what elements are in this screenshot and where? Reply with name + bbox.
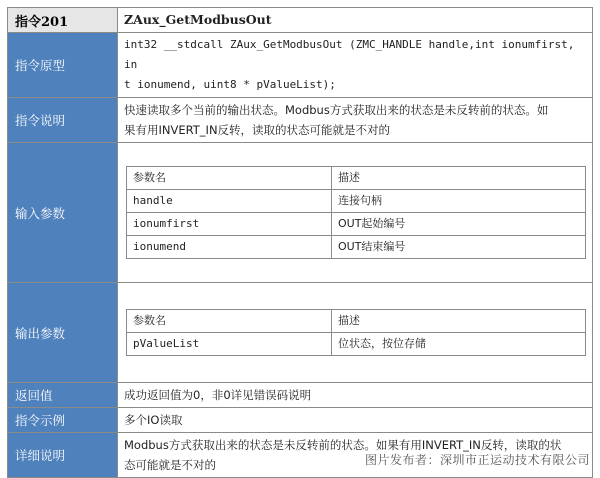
function-name: ZAux_GetModbusOut — [118, 8, 593, 33]
example-label: 指令示例 — [8, 408, 118, 433]
output-params-label: 输出参数 — [8, 283, 118, 383]
prototype-line-1: int32 __stdcall ZAux_GetModbusOut (ZMC_HANDLE handle,int ionumfirst, in — [124, 38, 575, 71]
prototype-line-2: t ionumend, uint8 * pValueList); — [124, 78, 336, 91]
table-row — [127, 213, 586, 236]
description-label: 指令说明 — [8, 98, 118, 143]
prototype-label: 指令原型 — [8, 33, 118, 98]
input-params-header — [127, 167, 586, 190]
example-value: 多个IO读取 — [118, 408, 593, 433]
detail-line-2: 态可能就是不对的 — [124, 458, 216, 472]
param-desc: 位状态，按位存储 — [332, 333, 586, 356]
instruction-number: 指令201 — [8, 8, 118, 33]
param-name: ionumfirst — [127, 213, 332, 236]
table-row — [127, 333, 586, 356]
param-desc: OUT起始编号 — [332, 213, 586, 236]
input-params-label: 输入参数 — [8, 143, 118, 283]
table-row — [127, 190, 586, 213]
return-row — [8, 383, 593, 408]
detail-line-1: Modbus方式获取出来的状态是未反转前的状态。如果有用INVERT_IN反转，读取的状 — [124, 438, 562, 452]
return-value: 成功返回值为0，非0详见错误码说明 — [118, 383, 593, 408]
publisher-watermark: 图片发布者：深圳市正运动技术有限公司 — [364, 453, 590, 467]
output-params-header — [127, 310, 586, 333]
output-header-desc: 描述 — [332, 310, 586, 333]
input-header-desc: 描述 — [332, 167, 586, 190]
output-params-row — [8, 283, 593, 383]
example-row — [8, 408, 593, 433]
header-row — [8, 8, 593, 33]
param-name: pValueList — [127, 333, 332, 356]
table-row — [127, 236, 586, 259]
description-row — [8, 98, 593, 143]
output-params-table — [126, 309, 586, 356]
output-header-name: 参数名 — [127, 310, 332, 333]
param-desc: OUT结束编号 — [332, 236, 586, 259]
description-value — [118, 98, 593, 143]
description-line-2: 果有用INVERT_IN反转，读取的状态可能就是不对的 — [124, 123, 391, 137]
input-header-name: 参数名 — [127, 167, 332, 190]
output-params-cell — [118, 283, 593, 383]
param-name: handle — [127, 190, 332, 213]
description-line-1: 快速读取多个当前的输出状态。Modbus方式获取出来的状态是未反转前的状态。如 — [124, 103, 549, 117]
prototype-value — [118, 33, 593, 98]
prototype-row — [8, 33, 593, 98]
input-params-table — [126, 166, 586, 259]
return-label: 返回值 — [8, 383, 118, 408]
input-params-cell — [118, 143, 593, 283]
instruction-spec-table — [7, 7, 593, 478]
detail-label: 详细说明 — [8, 433, 118, 478]
param-desc: 连接句柄 — [332, 190, 586, 213]
param-name: ionumend — [127, 236, 332, 259]
input-params-row — [8, 143, 593, 283]
